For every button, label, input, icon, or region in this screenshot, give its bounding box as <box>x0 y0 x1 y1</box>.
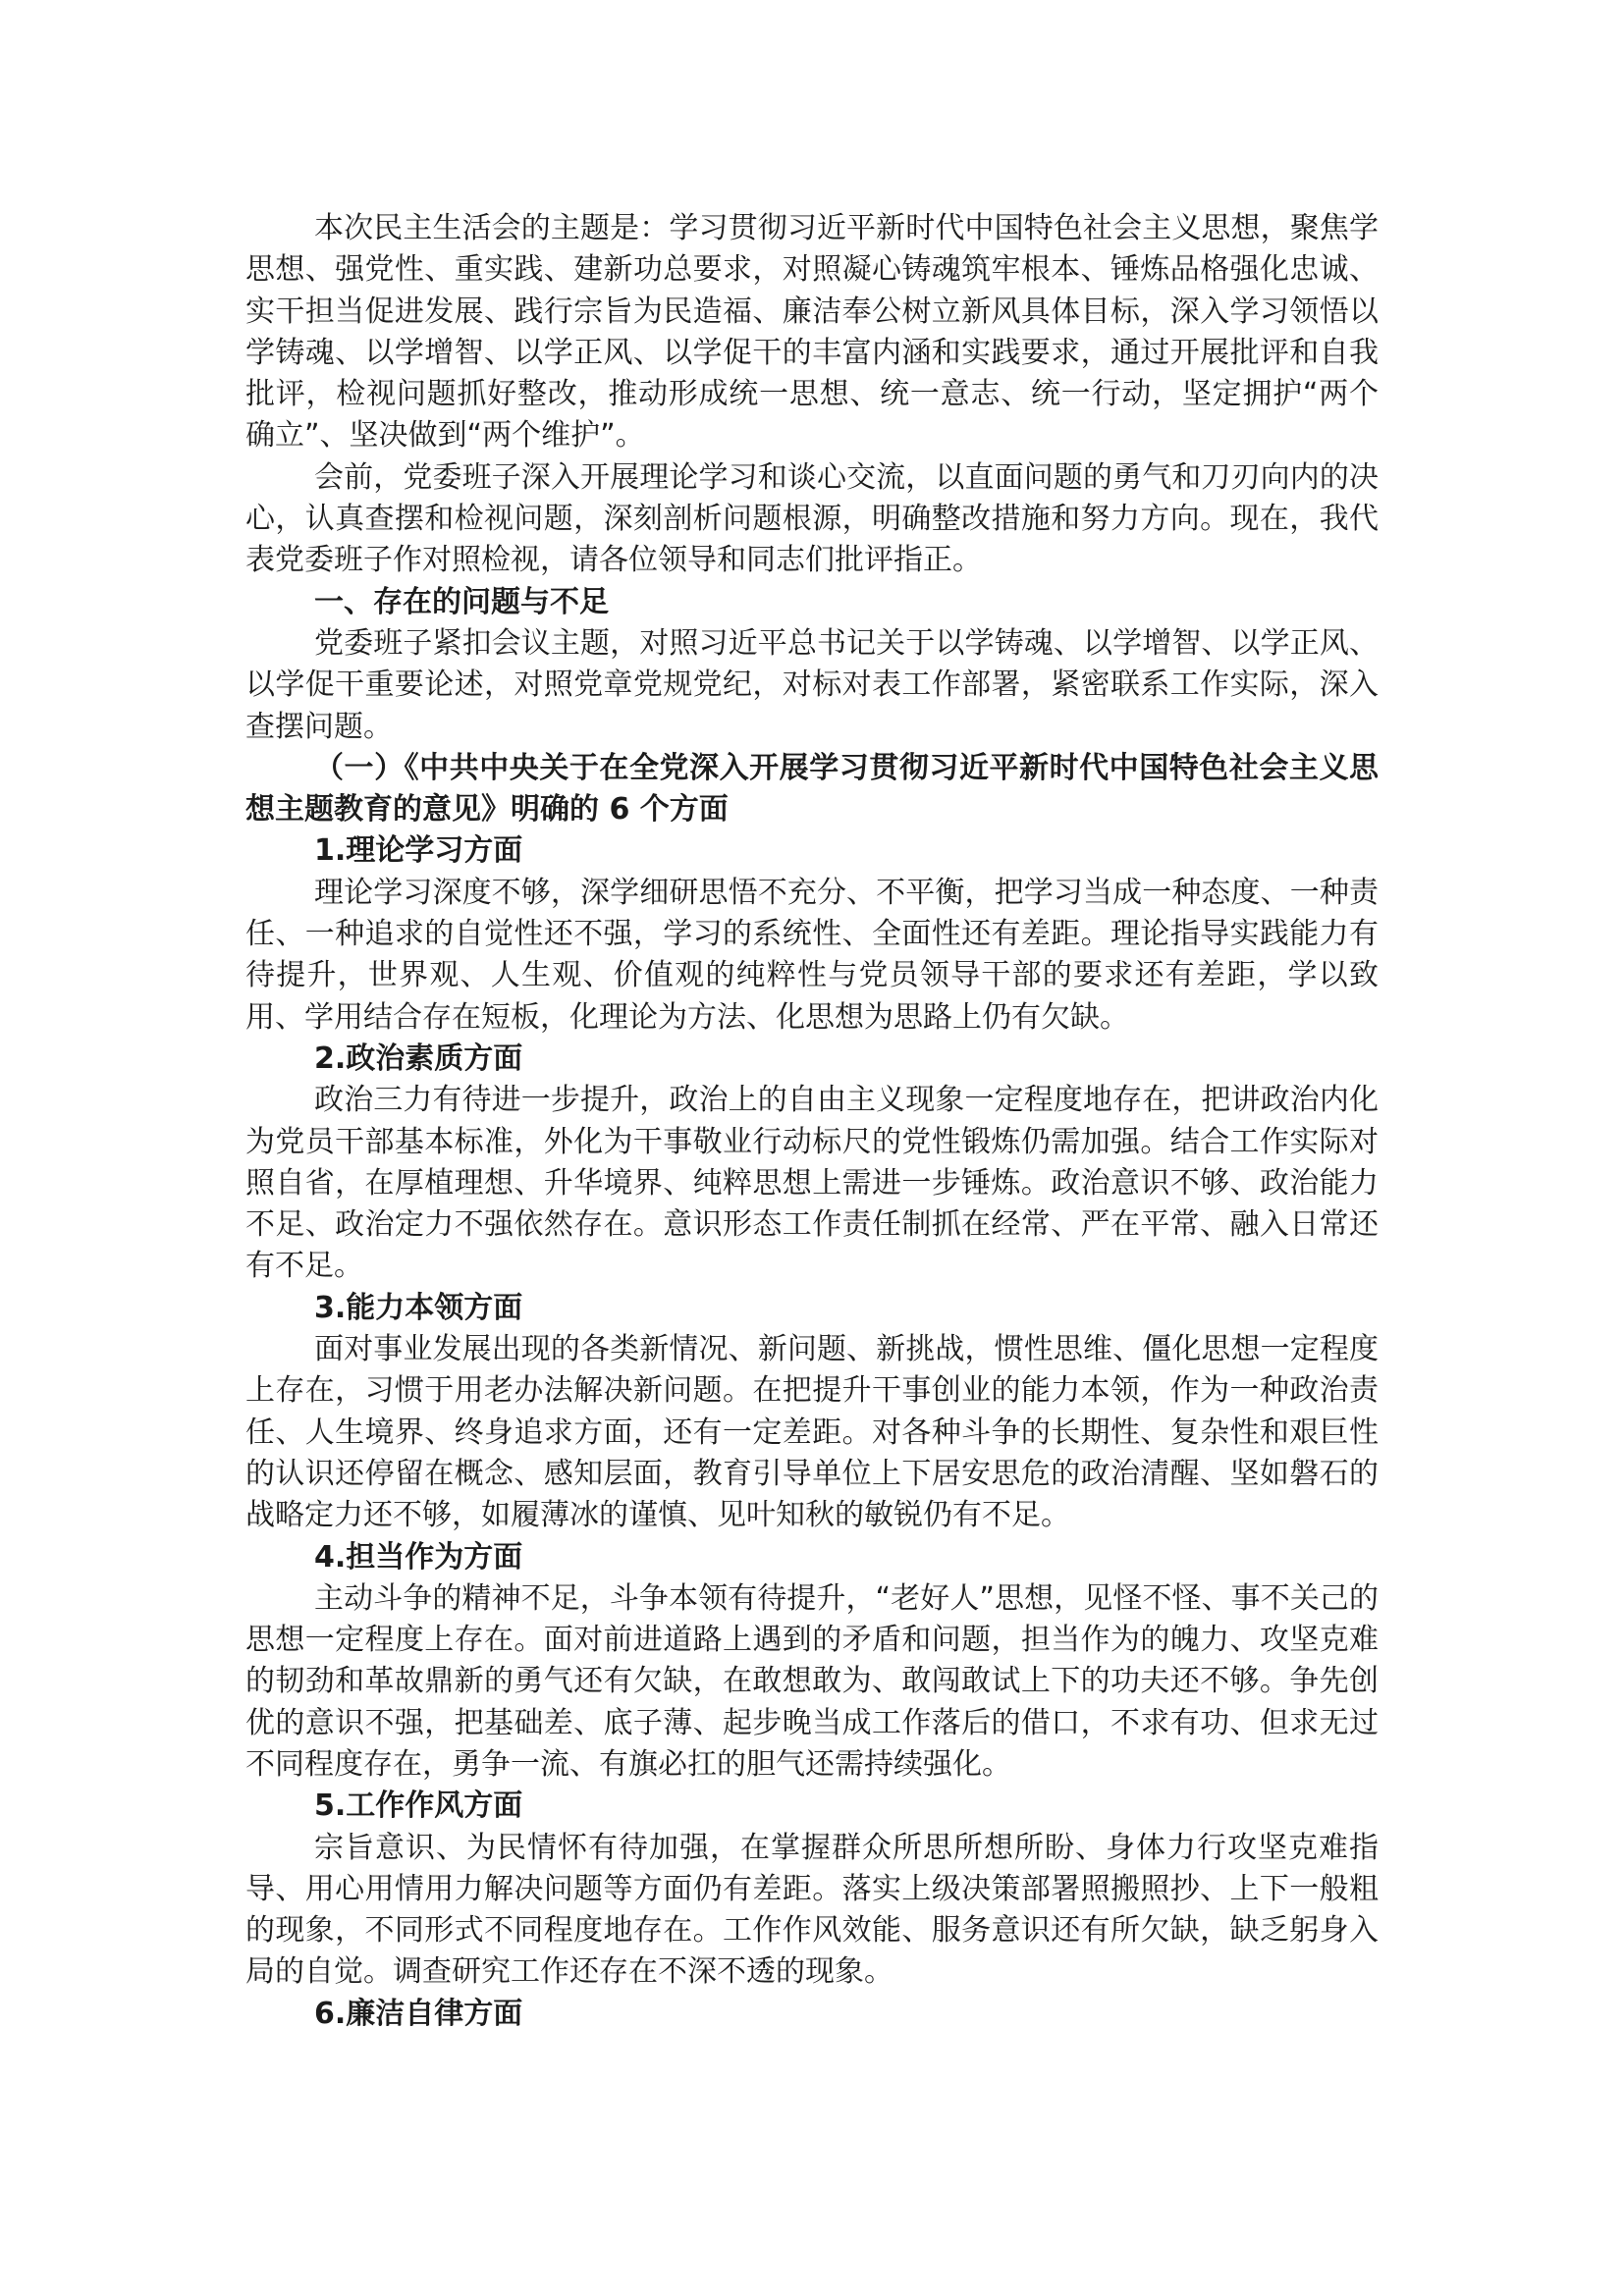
item-heading-work-style: 5.工作作风方面 <box>314 1789 523 1824</box>
intro-paragraph: 本次民主生活会的主题是：学习贯彻习近平新时代中国特色社会主义思想，聚焦学思想、强党性、重实践、建新功总要求，对照凝心铸魂筑牢根本、锤炼品格强化忠诚、实干担当促进发展、践行宗旨为民造福、廉洁奉公树立新风具体目标，深入学习领悟以学铸魂、以学增智、以学正风、以学促干的丰富内涵和实践要求，通过开展批评和自我批评，检视问题抓好整改，推动形成统一思想、统一意志、统一行动，坚定拥护“两个确立”、坚决做到“两个维护”。 <box>245 211 1379 454</box>
item-heading-responsibility: 4.担当作为方面 <box>314 1539 523 1575</box>
item-heading-political-quality: 2.政治素质方面 <box>314 1041 523 1076</box>
item-paragraph-political-quality: 政治三力有待进一步提升，政治上的自由主义现象一定程度地存在，把讲政治内化为党员干部基本标准，外化为干事敬业行动标尺的党性锻炼仍需加强。结合工作实际对照自省，在厚植理想、升华境界、纯粹思想上需进一步锤炼。政治意识不够、政治能力不足、政治定力不强依然存在。意识形态工作责任制抓在经常、严在平常、融入日常还有不足。 <box>245 1083 1379 1284</box>
meeting-paragraph: 会前，党委班子深入开展理论学习和谈心交流，以直面问题的勇气和刀刃向内的决心，认真查摆和检视问题，深刻剖析问题根源，明确整改措施和努力方向。现在，我代表党委班子作对照检视，请各位领导和同志们批评指正。 <box>245 459 1379 578</box>
section-intro-paragraph: 党委班子紧扣会议主题，对照习近平总书记关于以学铸魂、以学增智、以学正风、以学促干重要论述，对照党章党规党纪，对标对表工作部署，紧密联系工作实际，深入查摆问题。 <box>245 625 1379 744</box>
section-heading-problems: 一、存在的问题与不足 <box>314 584 609 619</box>
item-heading-ability: 3.能力本领方面 <box>314 1290 523 1325</box>
item-paragraph-theory-study: 理论学习深度不够，深学细研思悟不充分、不平衡，把学习当成一种态度、一种责任、一种追求的自觉性还不强，学习的系统性、全面性还有差距。理论指导实践能力有待提升，世界观、人生观、价值观的纯粹性与党员领导干部的要求还有差距，学以致用、学用结合存在短板，化理论为方法、化思想为思路上仍有欠缺。 <box>245 875 1379 1035</box>
subsection-heading-six-aspects: （一）《中共中央关于在全党深入开展学习贯彻习近平新时代中国特色社会主义思想主题教育的意见》明确的 6 个方面 <box>245 750 1379 828</box>
item-paragraph-responsibility: 主动斗争的精神不足，斗争本领有待提升，“老好人”思想，见怪不怪、事不关己的思想一定程度上存在。面对前进道路上遇到的矛盾和问题，担当作为的魄力、攻坚克难的韧劲和革故鼎新的勇气还有欠缺，在敢想敢为、敢闯敢试上下的功夫还不够。争先创优的意识不强，把基础差、底子薄、起步晚当成工作落后的借口，不求有功、但求无过不同程度存在，勇争一流、有旗必扛的胆气还需持续强化。 <box>245 1580 1379 1782</box>
item-heading-integrity: 6.廉洁自律方面 <box>314 1996 523 2031</box>
item-heading-theory-study: 1.理论学习方面 <box>314 833 523 869</box>
item-paragraph-work-style: 宗旨意识、为民情怀有待加强，在掌握群众所思所想所盼、身体力行攻坚克难指导、用心用情用力解决问题等方面仍有差距。落实上级决策部署照搬照抄、上下一般粗的现象，不同形式不同程度地存在。工作作风效能、服务意识还有所欠缺，缺乏躬身入局的自觉。调查研究工作还存在不深不透的现象。 <box>245 1830 1379 1990</box>
item-paragraph-ability: 面对事业发展出现的各类新情况、新问题、新挑战，惯性思维、僵化思想一定程度上存在，习惯于用老办法解决新问题。在把提升干事创业的能力本领，作为一种政治责任、人生境界、终身追求方面，还有一定差距。对各种斗争的长期性、复杂性和艰巨性的认识还停留在概念、感知层面，教育引导单位上下居安思危的政治清醒、坚如磐石的战略定力还不够，如履薄冰的谨慎、见叶知秋的敏锐仍有不足。 <box>245 1332 1379 1533</box>
document-body <box>245 208 1379 2035</box>
